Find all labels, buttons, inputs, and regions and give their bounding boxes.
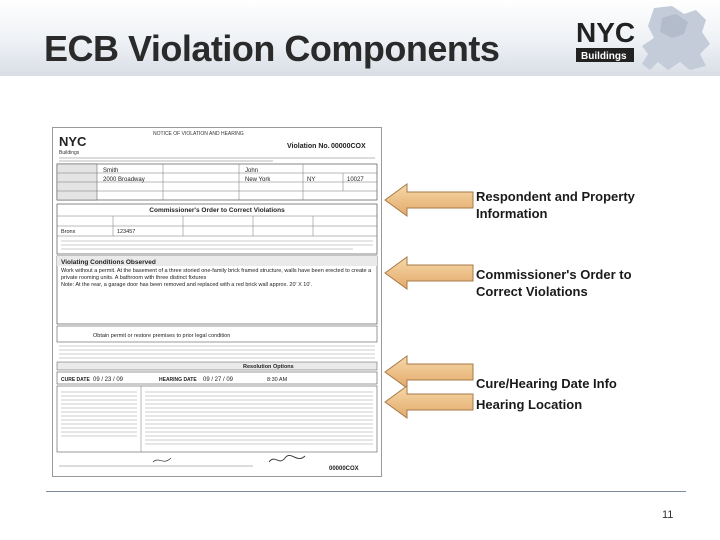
doc-cure-label: CURE DATE [61,377,90,383]
violation-notice-document [52,127,382,477]
doc-block: 123457 [117,229,136,235]
doc-agency-wordmark: NYC [59,134,87,149]
slide-header [0,0,720,76]
doc-violation-label: Violation No. [287,143,330,150]
doc-hearing-time: 8:30 AM [267,377,288,383]
doc-respondent-first: John [245,168,259,174]
doc-hearing-label: HEARING DATE [159,377,197,383]
doc-agency-sub: Buildings [59,150,80,156]
callout-cure-label: Cure/Hearing Date Info [476,376,617,391]
doc-remedy-text: Obtain permit or restore premises to prior legal condition [93,333,231,339]
doc-conditions-heading: Violating Conditions Observed [61,259,156,266]
callout-hearing-location-label: Hearing Location [476,397,583,412]
doc-violation-number: 00000COX [331,143,366,150]
doc-condition-text: Work without a permit. At the basement of a three storied one-family brick framed structure, walls have been erected to create a private rooming units. A bathroom with three distinct fixtures [61,268,372,281]
doc-order-heading: Commissioner's Order to Correct Violations [149,207,285,214]
callout-respondent-label: Respondent and Property Information [476,189,635,221]
doc-hearing-date: 09 / 27 / 09 [203,377,234,383]
doc-respondent-street: 2000 Broadway [103,177,145,183]
doc-resolution-heading: Resolution Options [243,364,294,370]
doc-borough: Bronx [61,229,76,235]
logo-subtitle: Buildings [581,51,627,62]
arrow-hearing-location-icon [383,382,475,422]
doc-signature-icon [269,455,305,462]
callout-order-label: Commissioner's Order to Correct Violations [476,267,632,299]
doc-respondent-state: NY [307,177,316,183]
doc-respondent-last: Smith [103,168,119,174]
arrow-respondent-icon [383,180,475,220]
doc-respondent-zip: 10027 [347,177,364,183]
doc-note-text: Note: At the rear, a garage door has been removed and replaced with a red brick wall approx. 20' X 10'. [61,282,312,288]
nyc-map-logo-icon [572,4,712,74]
doc-footer-number: 00000COX [329,466,359,472]
doc-notice-title: NOTICE OF VIOLATION AND HEARING [153,131,244,137]
footer-divider [46,491,686,492]
logo-wordmark: NYC [576,17,636,48]
doc-cure-date: 09 / 23 / 09 [93,377,124,383]
page-number: 11 [662,509,674,521]
doc-respondent-city: New York [245,177,271,183]
slide-title: ECB Violation Components [44,28,500,69]
nyc-buildings-logo [572,4,712,74]
arrow-order-icon [383,253,475,293]
